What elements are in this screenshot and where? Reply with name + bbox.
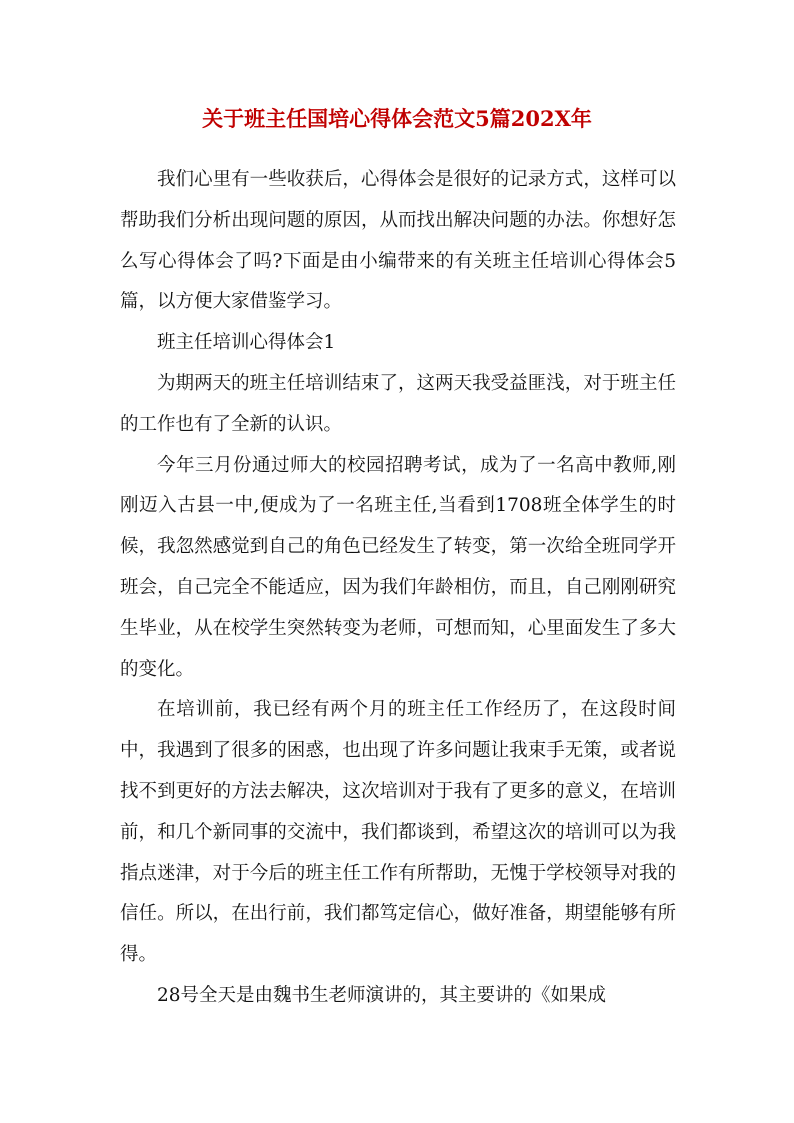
section-heading-1: 班主任培训心得体会1 bbox=[157, 332, 336, 354]
paragraph-3: 在培训前，我已经有两个月的班主任工作经历了，在这段时间中，我遇到了很多的困惑，也出现了许多问题让我束手无策，或者说找不到更好的方法去解决，这次培训对于我有了更多的意义，在培训前，和几个新同事的交流中，我们都谈到，希望这次的培训可以为我指点迷津，对于今后的班主任工作有所帮助，无愧于学校领导对我的信任。所以，在出行前，我们都笃定信心，做好准备，期望能够有所得。 bbox=[120, 699, 676, 966]
document-title: 关于班主任国培心得体会范文5篇202X年 bbox=[202, 106, 592, 131]
paragraph-intro: 我们心里有一些收获后，心得体会是很好的记录方式，这样可以帮助我们分析出现问题的原因，从而找出解决问题的办法。你想好怎么写心得体会了吗?下面是由小编带来的有关班主任培训心得体会5篇，以方便大家借鉴学习。 bbox=[120, 169, 676, 313]
paragraph-1: 为期两天的班主任培训结束了，这两天我受益匪浅，对于班主任的工作也有了全新的认识。 bbox=[120, 372, 676, 435]
document-body bbox=[120, 160, 676, 1017]
paragraph-4: 28号全天是由魏书生老师演讲的，其主要讲的《如果成 bbox=[157, 984, 607, 1006]
paragraph-2: 今年三月份通过师大的校园招聘考试，成为了一名高中教师,刚刚迈入古县一中,便成为了一名班主任,当看到1708班全体学生的时候，我忽然感觉到自己的角色已经发生了转变，第一次给全班同学开班会，自己完全不能适应，因为我们年龄相仿，而且，自己刚刚研究生毕业，从在校学生突然转变为老师，可想而知，心里面发生了多大的变化。 bbox=[120, 454, 676, 680]
